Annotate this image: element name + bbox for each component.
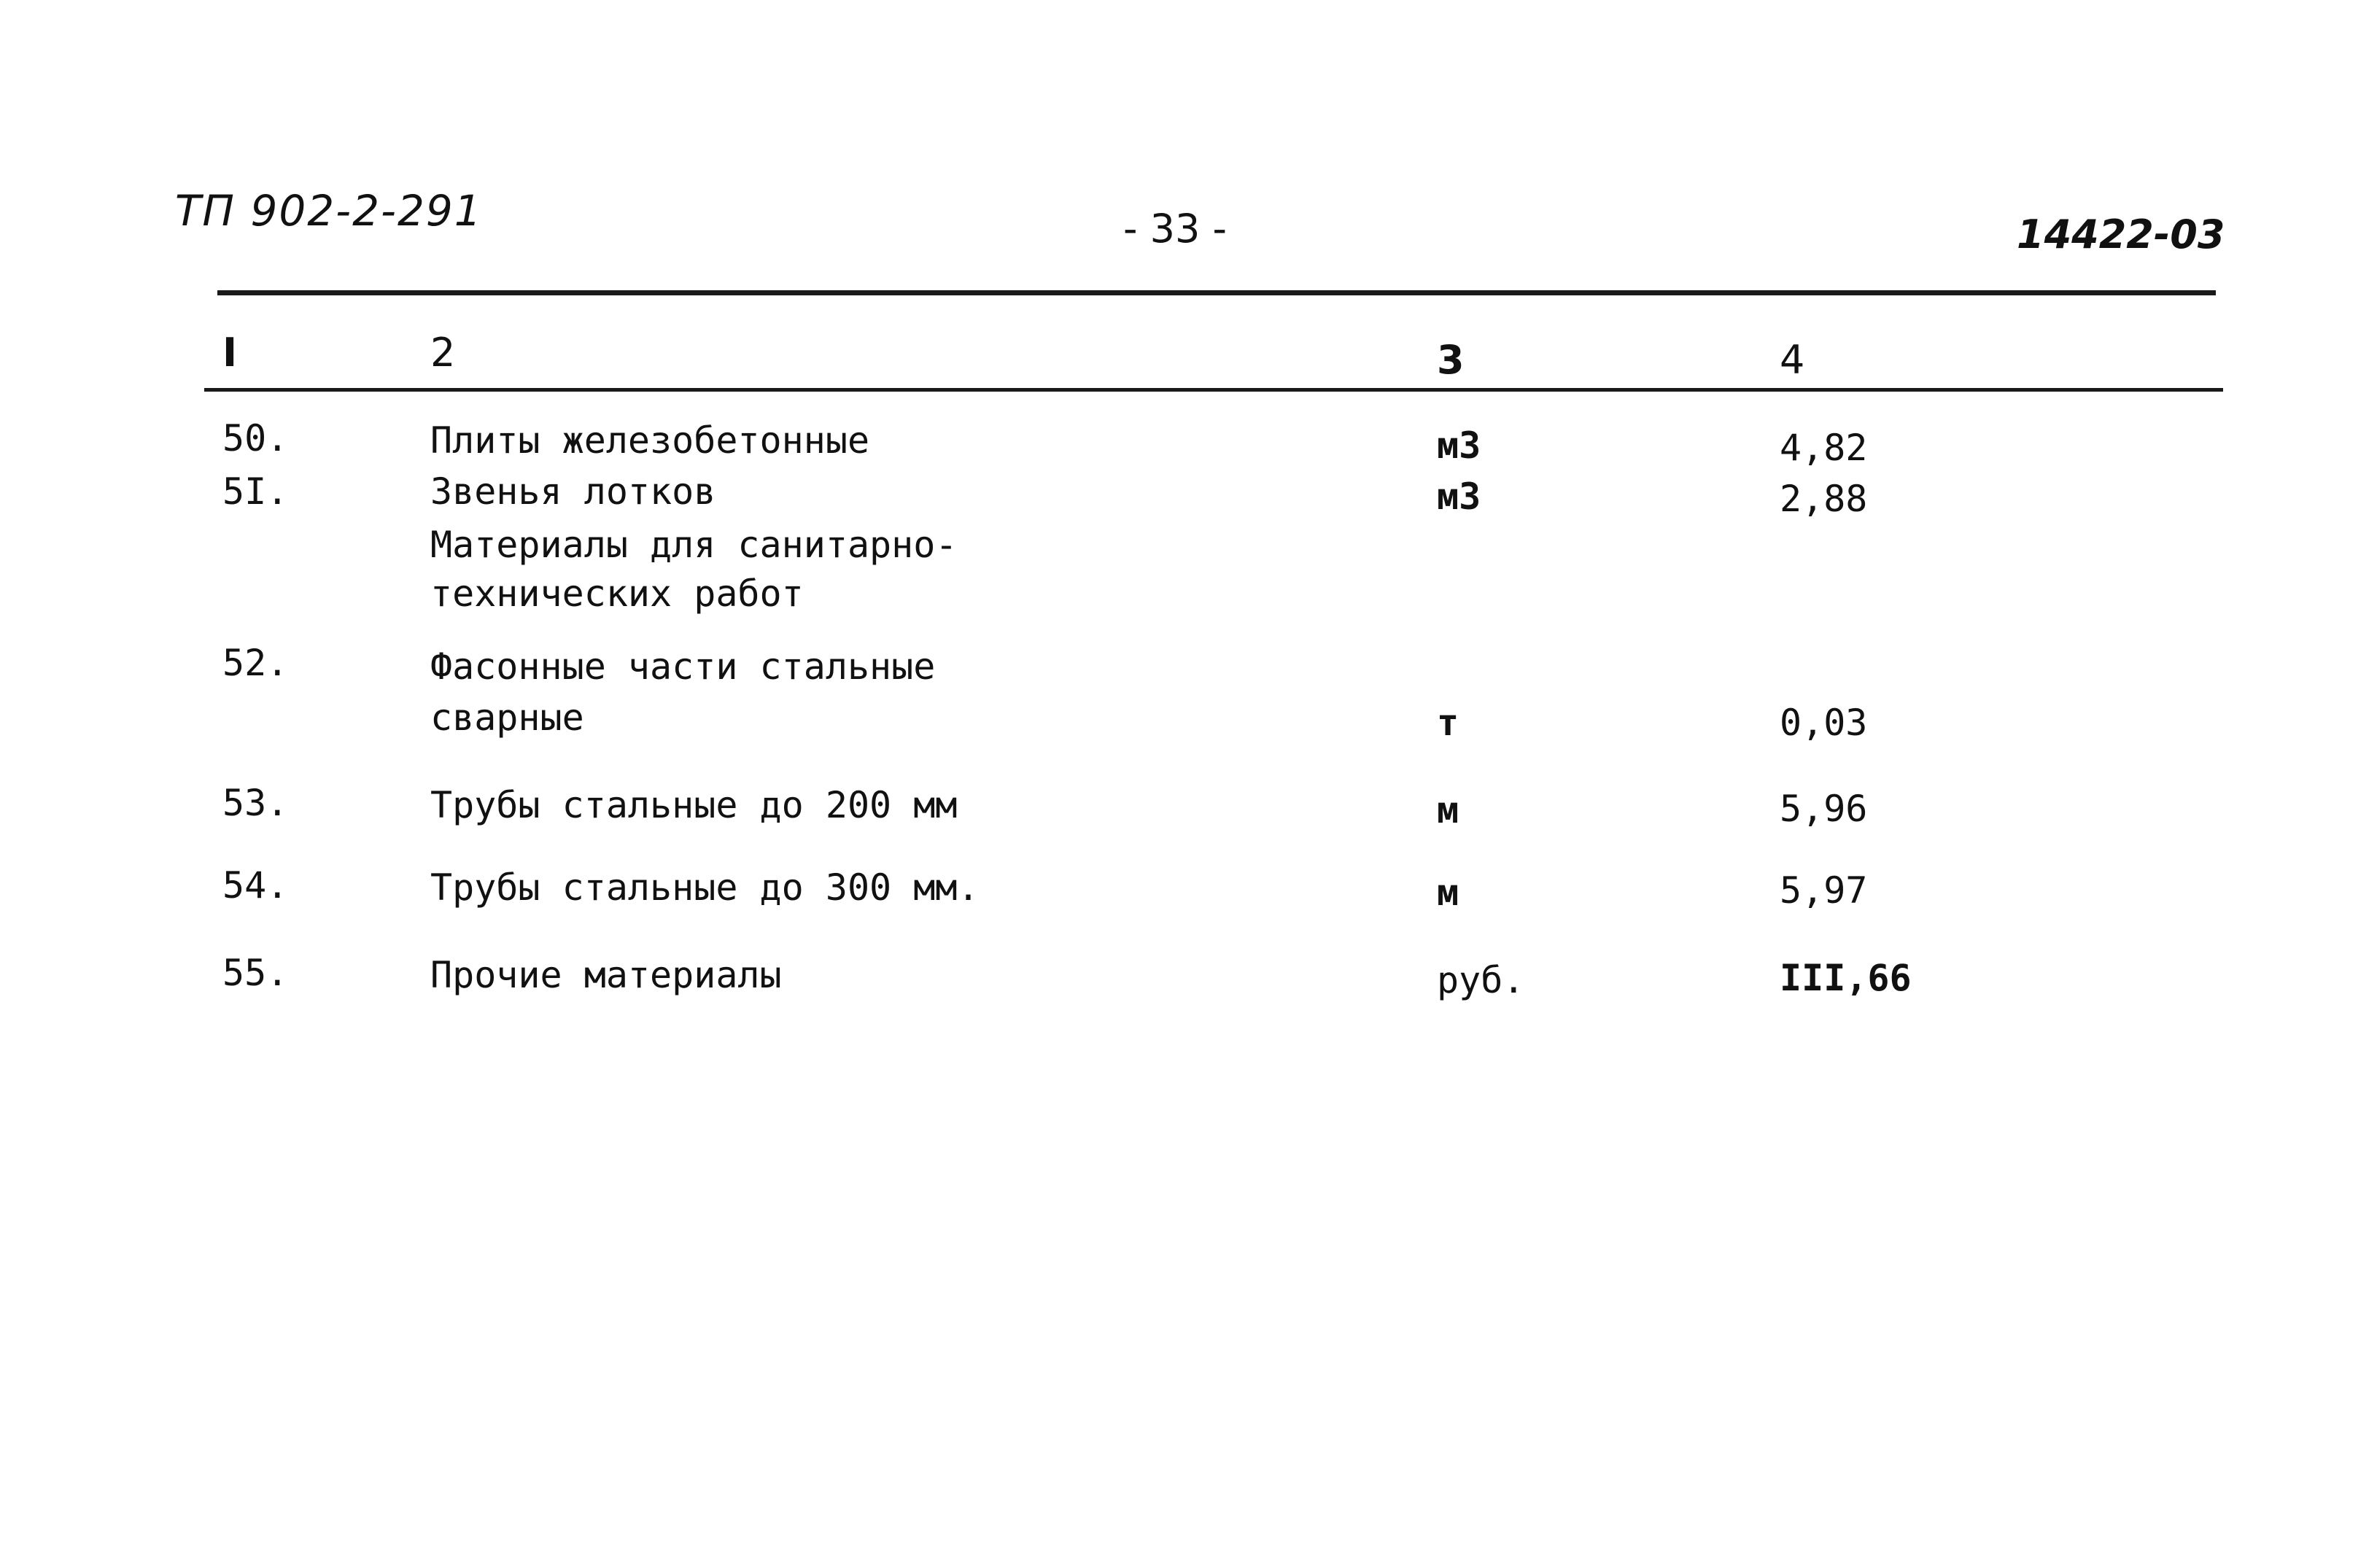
row-number: 54. [222,864,289,907]
row-name: Фасонные части стальные [430,645,936,688]
column-header-1: I [222,330,238,376]
row-number: 5I. [222,470,289,513]
column-header-3: 3 [1437,337,1465,383]
row-name: Прочие материалы [430,954,782,996]
row-value: 5,97 [1780,869,1868,912]
row-value: 4,82 [1780,427,1868,469]
row-number: 50. [222,417,289,459]
row-unit: м3 [1437,424,1481,467]
row-value: 0,03 [1780,702,1868,744]
document-code-right: 14422-03 [2017,211,2225,257]
row-number: 52. [222,642,289,684]
row-name: Трубы стальные до 200 мм [430,784,958,826]
column-header-4: 4 [1780,337,1805,383]
page-number: - 33 - [1123,206,1228,252]
document-code-left: ТП 902-2-291 [175,186,483,236]
section-heading-line: технических работ [430,573,804,615]
row-number: 55. [222,952,289,994]
row-name: Звенья лотков [430,470,716,513]
row-unit: м [1437,789,1459,831]
row-value: 2,88 [1780,478,1868,520]
row-unit: м3 [1437,476,1481,518]
header-divider [204,388,2223,392]
column-header-2: 2 [430,330,456,376]
top-divider [217,290,2216,295]
row-value: III,66 [1780,957,1912,999]
row-name: Трубы стальные до 300 мм. [430,866,980,909]
row-value: 5,96 [1780,788,1868,830]
row-number: 53. [222,782,289,824]
section-heading-line: Материалы для санитарно- [430,524,958,566]
row-name: Плиты железобетонные [430,419,870,462]
row-unit: руб. [1437,959,1525,1001]
row-name-continued: сварные [430,696,584,739]
row-unit: м [1437,872,1459,914]
row-unit: т [1437,702,1459,744]
